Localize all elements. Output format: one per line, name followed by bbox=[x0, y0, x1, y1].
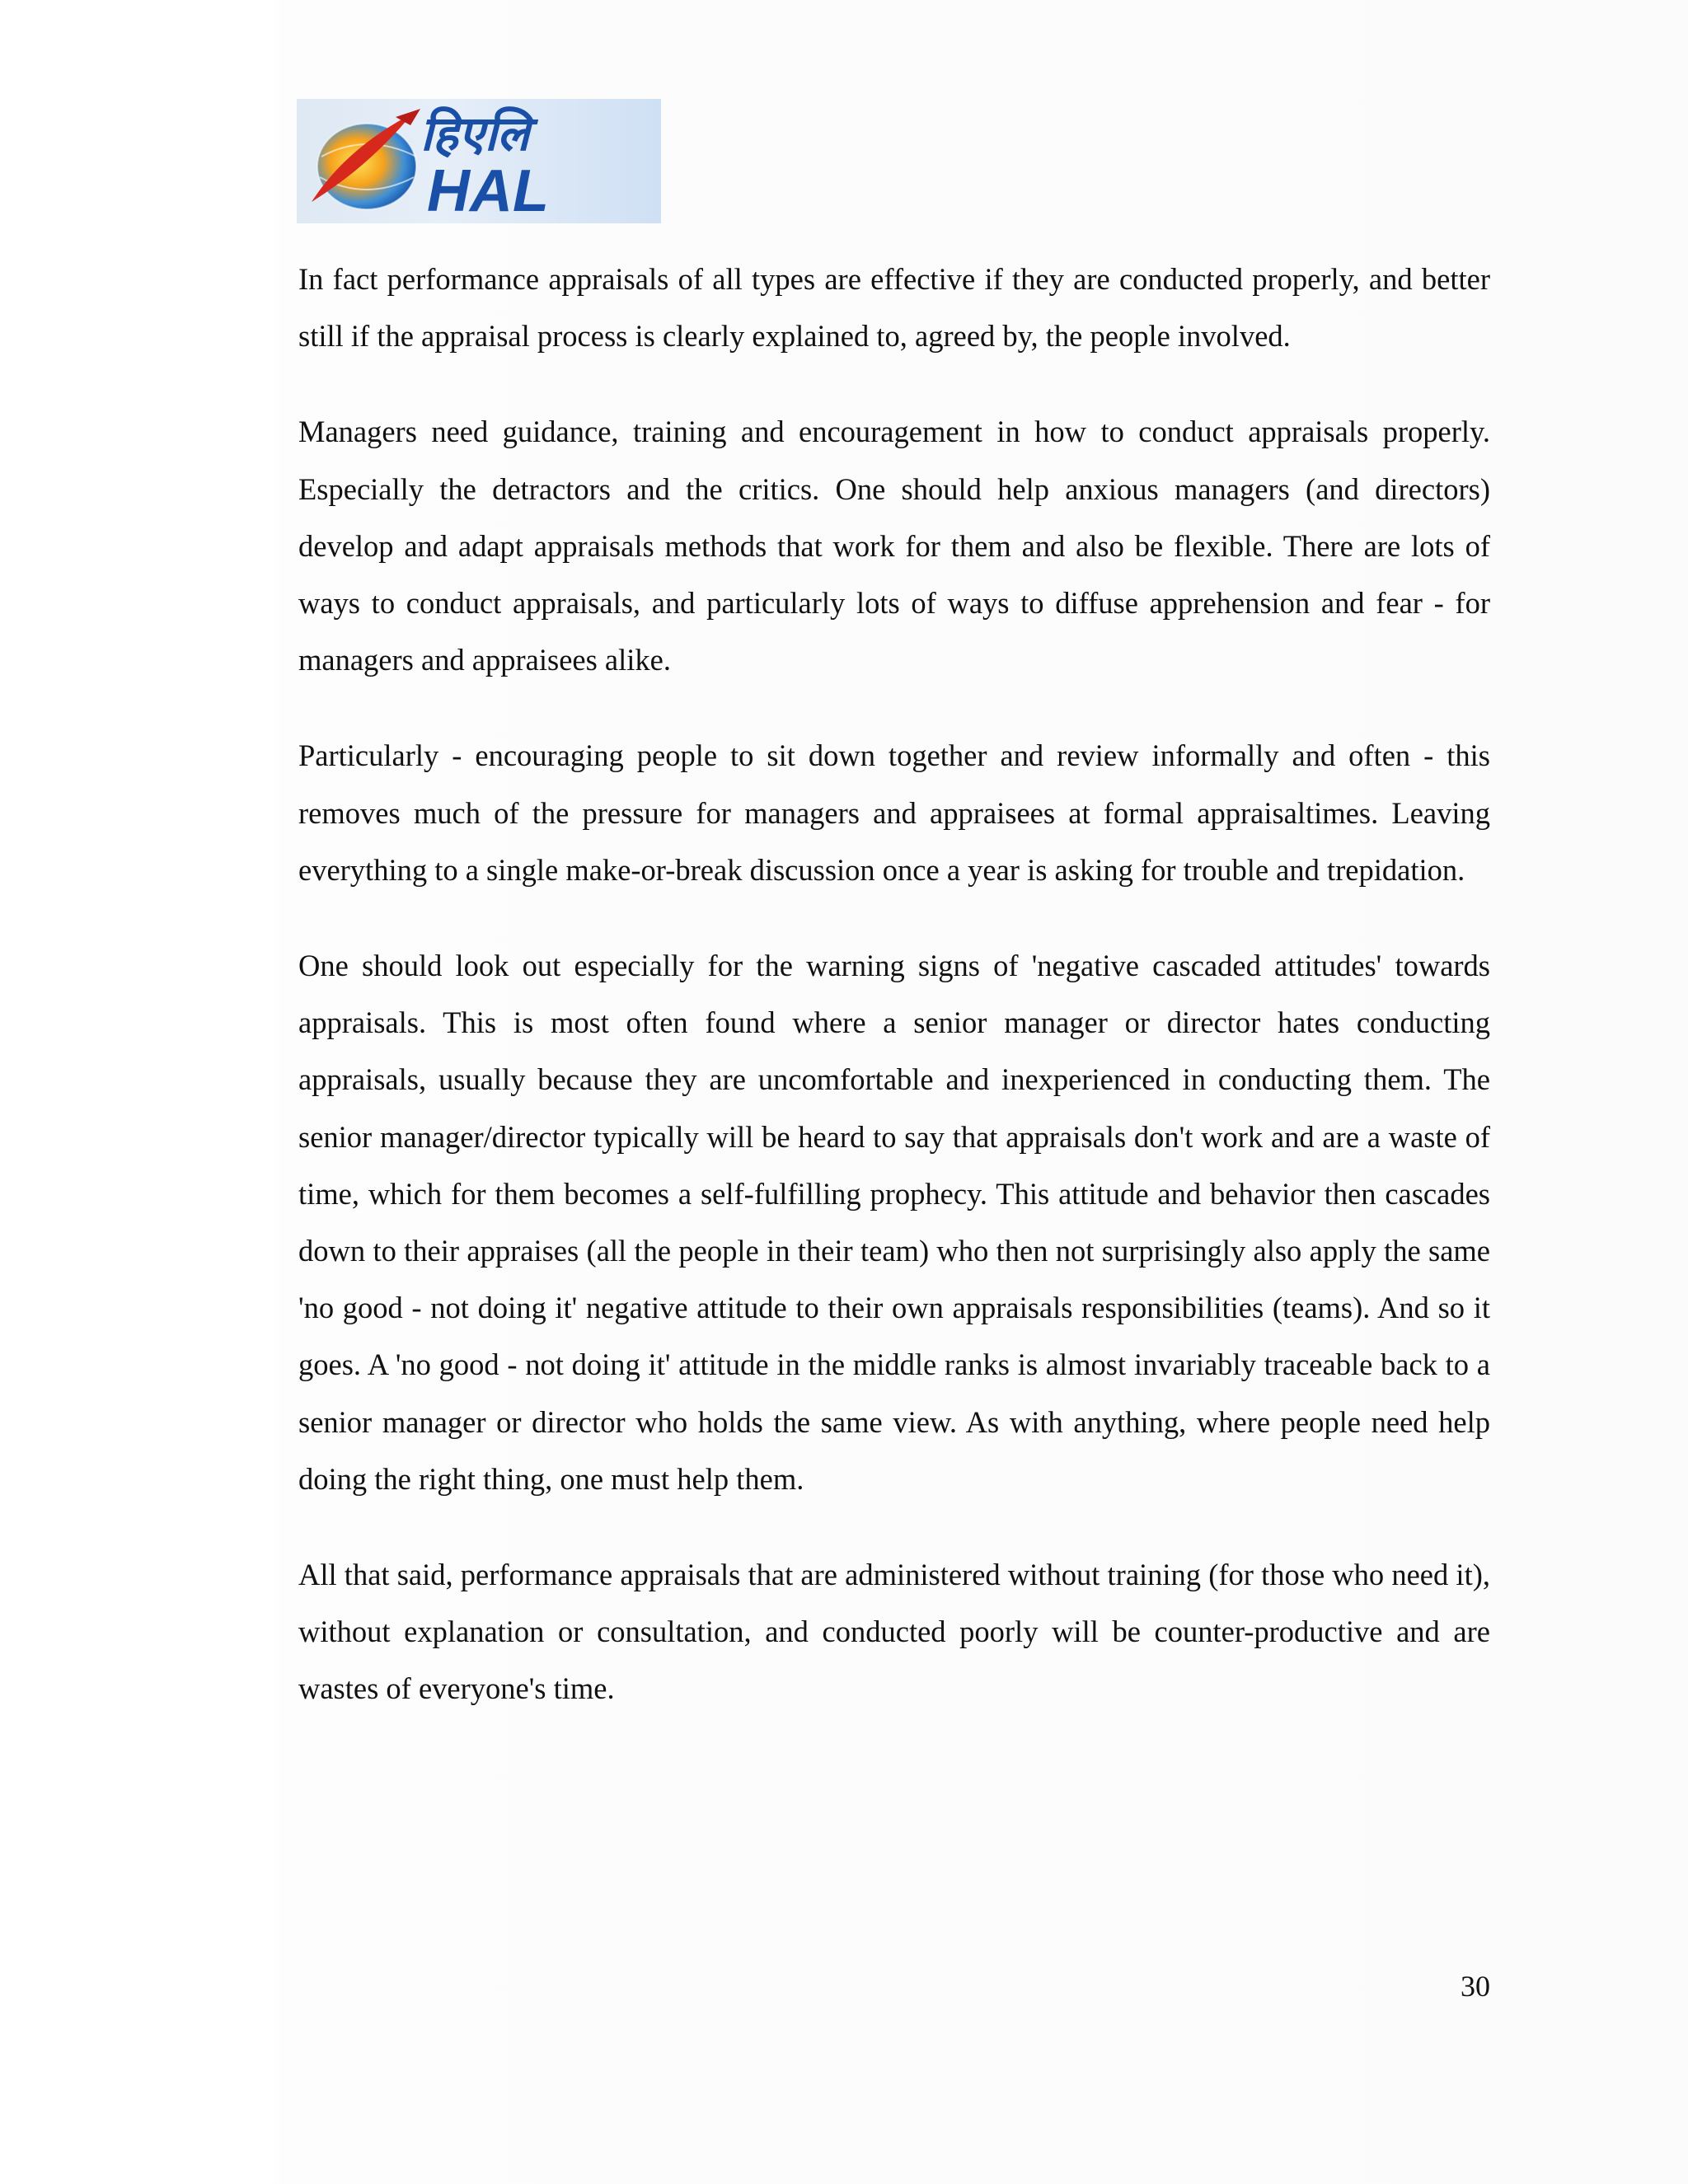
paragraph-3: Particularly - encouraging people to sit down together and review informally and often - this removes much of the pressure for managers and appraisees at formal appraisaltimes. Leaving everything to a single make-or-break discussion once a year is asking for trouble and trepidation. bbox=[298, 738, 1490, 887]
paragraph-1: In fact performance appraisals of all types are effective if they are conducted properly, and better still if the appraisal process is clearly explained to, agreed by, the people involved. bbox=[298, 262, 1490, 354]
page-number: 30 bbox=[1461, 1970, 1490, 2003]
body-text bbox=[298, 251, 1490, 1756]
logo-hindi-text: हिएलि bbox=[420, 105, 530, 162]
paragraph-4: One should look out especially for the warning signs of 'negative cascaded attitudes' towards appraisals. This is most often found where a senior manager or director hates conducting appraisals, usually because they are uncomfortable and inexperienced in conducting them. The senior manager/director typically will be heard to say that appraisals don't work and are a waste of time, which for them becomes a self-fulfilling prophecy. This attitude and behavior then cascades down to their appraises (all the people in their team) who then not surprisingly also apply the same 'no good - not doing it' negative attitude to their own appraisals responsibilities (teams). And so it goes. A 'no good - not doing it' attitude in the middle ranks is almost invariably traceable back to a senior manager or director who holds the same view. As with anything, where people need help doing the right thing, one must help them. bbox=[298, 949, 1490, 1496]
paragraph-5: All that said, performance appraisals that are administered without training (for those who need it), without explanation or consultation, and conducted poorly will be counter-productive and are wastes of everyone's time. bbox=[298, 1558, 1490, 1706]
hal-logo-graphic bbox=[297, 99, 661, 223]
paragraph-2: Managers need guidance, training and encouragement in how to conduct appraisals properly. Especially the detractors and the critics. One should help anxious managers (and directors) develop and adapt appraisals methods that work for them and also be flexible. There are lots of ways to conduct appraisals, and particularly lots of ways to diffuse apprehension and fear - for managers and appraisees alike. bbox=[298, 415, 1490, 677]
logo-hal-text: HAL bbox=[427, 158, 549, 223]
hal-logo bbox=[297, 99, 661, 223]
